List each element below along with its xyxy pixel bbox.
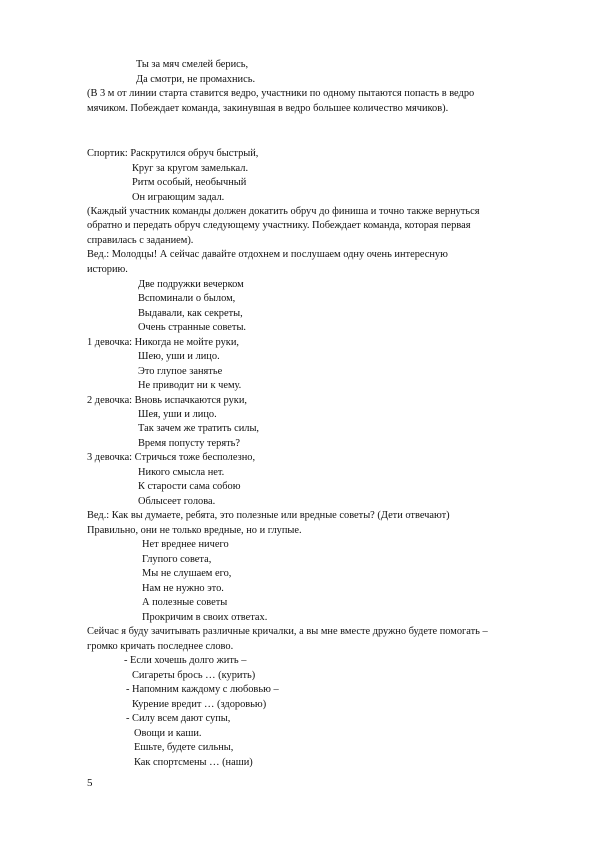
text-line: - Если хочешь долго жить – <box>124 655 247 666</box>
text-line: Это глупое занятье <box>138 366 223 377</box>
text-line: Вед.: Как вы думаете, ребята, это полезные или вредные советы? (Дети отвечают) <box>87 510 450 521</box>
text-line: Да смотри, не промахнись. <box>136 74 256 85</box>
text-line: Глупого совета, <box>142 554 212 565</box>
text-line: Овощи и каши. <box>134 728 202 739</box>
text-line: Спортик: Раскрутился обруч быстрый, <box>87 148 259 159</box>
text-line: А полезные советы <box>142 597 228 608</box>
text-line: справилась с заданием). <box>87 235 194 246</box>
text-line: мячиком. Побеждает команда, закинувшая в ведро большее количество мячиков). <box>87 103 449 114</box>
text-line: Шею, уши и лицо. <box>138 351 220 362</box>
text-line: Нет вреднее ничего <box>142 539 229 550</box>
text-line: Сигареты брось … (курить) <box>132 670 256 681</box>
text-line: Правильно, они не только вредные, но и глупые. <box>87 525 302 536</box>
text-line: Курение вредит … (здоровью) <box>132 699 267 710</box>
page-number: 5 <box>87 777 93 789</box>
text-line: 1 девочка: Никогда не мойте руки, <box>87 337 239 348</box>
text-line: (В 3 м от линии старта ставится ведро, участники по одному пытаются попасть в ведро <box>87 88 475 99</box>
text-line: Ешьте, будете сильны, <box>134 742 234 753</box>
text-line: 3 девочка: Стричься тоже бесполезно, <box>87 452 256 463</box>
text-line: Ты за мяч смелей берись, <box>136 59 249 70</box>
text-line: - Напомним каждому с любовью – <box>126 684 279 695</box>
text-line: историю. <box>87 264 128 275</box>
text-line: Ритм особый, необычный <box>132 177 247 188</box>
text-line: Прокричим в своих ответах. <box>142 612 268 623</box>
text-line: Никого смысла нет. <box>138 467 225 478</box>
text-line: Две подружки вечерком <box>138 279 244 290</box>
text-line: Вспоминали о былом, <box>138 293 236 304</box>
text-line: Мы не слушаем его, <box>142 568 232 579</box>
text-line: обратно и передать обруч следующему участнику. Побеждает команда, которая первая <box>87 220 471 231</box>
text-line: Облысеет голова. <box>138 496 216 507</box>
text-line: Так зачем же тратить силы, <box>138 423 260 434</box>
text-line: громко кричать последнее слово. <box>87 641 234 652</box>
text-line: Как спортсмены … (наши) <box>134 757 253 768</box>
text-line: Нам не нужно это. <box>142 583 224 594</box>
text-line: Время попусту терять? <box>138 438 241 449</box>
text-line: Очень странные советы. <box>138 322 247 333</box>
text-line: Он играющим задал. <box>132 192 225 203</box>
text-line: - Силу всем дают супы, <box>126 713 231 724</box>
text-line: Вед.: Молодцы! А сейчас давайте отдохнем и послушаем одну очень интересную <box>87 249 448 260</box>
text-line: (Каждый участник команды должен докатить обруч до финиша и точно также вернуться <box>87 206 480 217</box>
text-line: Круг за кругом замелькал. <box>132 163 249 174</box>
text-line: Шея, уши и лицо. <box>138 409 217 420</box>
text-line: 2 девочка: Вновь испачкаются руки, <box>87 395 247 406</box>
text-line: Не приводит ни к чему. <box>138 380 242 391</box>
text-line: К старости сама собою <box>138 481 241 492</box>
text-line: Сейчас я буду зачитывать различные кричалки, а вы мне вместе дружно будете помогать – <box>87 626 488 637</box>
text-line: Выдавали, как секреты, <box>138 308 243 319</box>
